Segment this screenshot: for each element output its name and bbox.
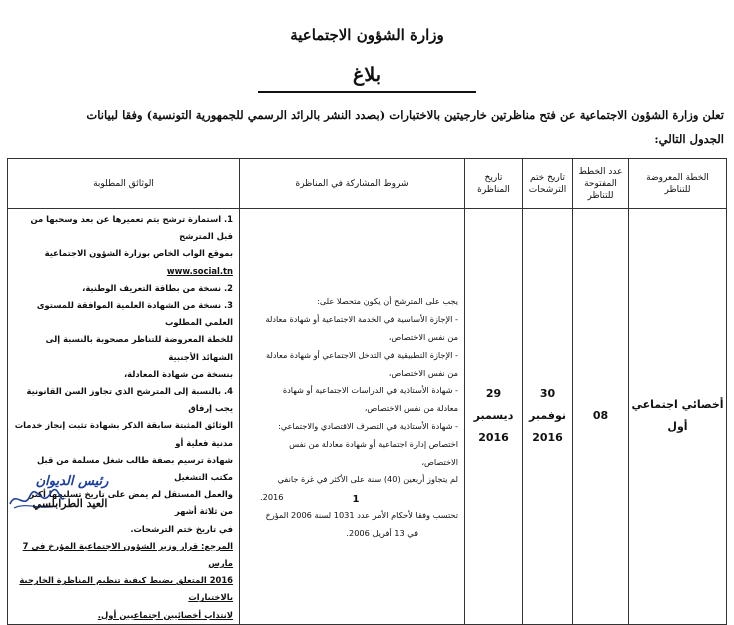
notice-title: بلاغ <box>353 64 381 86</box>
condition-line: يجب على المترشح أن يكون متحصلا على: <box>317 296 458 307</box>
doc-line: 4. بالنسبة إلى المترشح الذي تجاوز السن القانونية يجب إرفاق <box>26 386 233 414</box>
condition-line: من نفس الاختصاص، <box>388 367 458 378</box>
condition-line: - شهادة الأستاذية في الدراسات الاجتماعية أو شهادة <box>282 385 458 396</box>
page-number: 1 <box>352 494 360 505</box>
signatory-name: العيد الطرابلسي <box>32 497 108 510</box>
table-header-row <box>8 159 727 209</box>
exam-month: ديسمبر <box>473 409 514 423</box>
doc-line: والعمل المستقل لم يمض على تاريخ تسليمها أكثر من ثلاثة أشهر <box>29 489 233 517</box>
condition-line: - شهادة الأستاذية في التصرف الاقتصادي والاجتماعي: <box>278 420 458 431</box>
title-underline <box>258 91 476 93</box>
condition-line: لم يتجاوز أربعين (40) سنة على الأكثر في غرة جانفي <box>277 474 458 485</box>
doc-line: 1. استمارة ترشح يتم تعميرها عن بعد وسحبها من قبل المترشح <box>30 214 233 242</box>
intro-paragraph <box>60 103 724 151</box>
website-link[interactable]: www.social.tn <box>166 265 233 276</box>
header-plan: الخطة المعروضة للتناظر <box>629 159 727 209</box>
doc-line <box>14 245 233 279</box>
table-row <box>8 209 727 625</box>
cell-conditions <box>240 209 465 625</box>
condition-line: 2016. <box>260 492 284 503</box>
closing-month: نوفمبر <box>529 409 566 423</box>
closing-year: 2016 <box>532 431 563 445</box>
condition-line: اختصاص إدارة اجتماعية أو شهادة معادلة من نفس <box>289 438 458 449</box>
doc-line: في تاريخ ختم الترشحات. <box>130 523 233 534</box>
header-documents: الوثائق المطلوبة <box>8 159 240 209</box>
doc-line: 3. نسخة من الشهادة العلمية الموافقة للمستوى العلمي المطلوب <box>36 300 233 328</box>
doc-line: شهادة ترسيم بصفة طالب شغل مسلمة من قبل مكتب التشغيل <box>36 454 233 483</box>
competition-table <box>7 158 727 625</box>
cell-seats: 08 <box>573 209 629 625</box>
condition-line: في 13 أفريل 2006. <box>346 527 418 538</box>
doc-line: 2. نسخة من بطاقة التعريف الوطنية، <box>82 282 233 293</box>
closing-day: 30 <box>539 387 556 401</box>
cell-exam-date <box>465 209 523 625</box>
reference-line: المرجع: قرار وزير الشؤون الاجتماعية المؤرخ في 7 مارس <box>22 540 233 569</box>
ministry-name: وزارة الشؤون الاجتماعية <box>290 26 444 44</box>
header-conditions: شروط المشاركة في المناظرة <box>240 159 465 209</box>
reference-line: لانتداب أخصائيين اجتماعيين أول. <box>97 609 233 620</box>
doc-line-text: بموقع الواب الخاص بوزارة الشؤون الاجتماعية <box>44 248 233 259</box>
condition-line: تحتسب وفقا لأحكام الأمر عدد 1031 لسنة 2006 المؤرخ <box>265 509 458 520</box>
cell-closing-date <box>523 209 573 625</box>
signature-title: رئيس الديوان <box>35 474 109 489</box>
condition-line: الاختصاص، <box>421 456 458 467</box>
condition-line: من نفس الاختصاص، <box>388 331 458 342</box>
exam-day: 29 <box>485 387 502 401</box>
doc-line: بنسخة من شهادة المعادلة، <box>123 368 233 379</box>
condition-line: معادلة من نفس الاختصاص، <box>364 403 458 414</box>
reference-line: 2016 المتعلق بضبط كيفية تنظيم المناظرة الخارجية بالاختبارات <box>19 575 233 603</box>
intro-line-2: الجدول التالي: <box>654 132 724 146</box>
condition-line: - الإجازة الأساسية في الخدمة الاجتماعية أو شهادة معادلة <box>265 314 458 325</box>
intro-line-1: تعلن وزارة الشؤون الاجتماعية عن فتح مناظرتين خارجيتين بالاختبارات (بصدد النشر بالرائد الرسمي للجمهورية التونسية) وفقا لبيانات <box>86 108 724 122</box>
cell-documents <box>8 209 240 625</box>
doc-line: للخطة المعروضة للتناظر مصحوبة بالنسبة إلى الشهائد الأجنبية <box>45 334 233 362</box>
header-seats: عدد الخطط المفتوحة للتناظر <box>573 159 629 209</box>
exam-year: 2016 <box>478 431 509 445</box>
condition-line: - الإجازة التطبيقية في التدخل الاجتماعي أو شهادة معادلة <box>265 349 458 360</box>
cell-plan: أخصائي اجتماعي أول <box>629 209 727 625</box>
header-closing-date: تاريخ ختم الترشحات <box>523 159 573 209</box>
header-exam-date: تاريخ المناظرة <box>465 159 523 209</box>
doc-line: الوثائق المثبتة سابقة الذكر بشهادة تثبت إنجاز خدمات مدنية فعلية أو <box>14 420 233 448</box>
